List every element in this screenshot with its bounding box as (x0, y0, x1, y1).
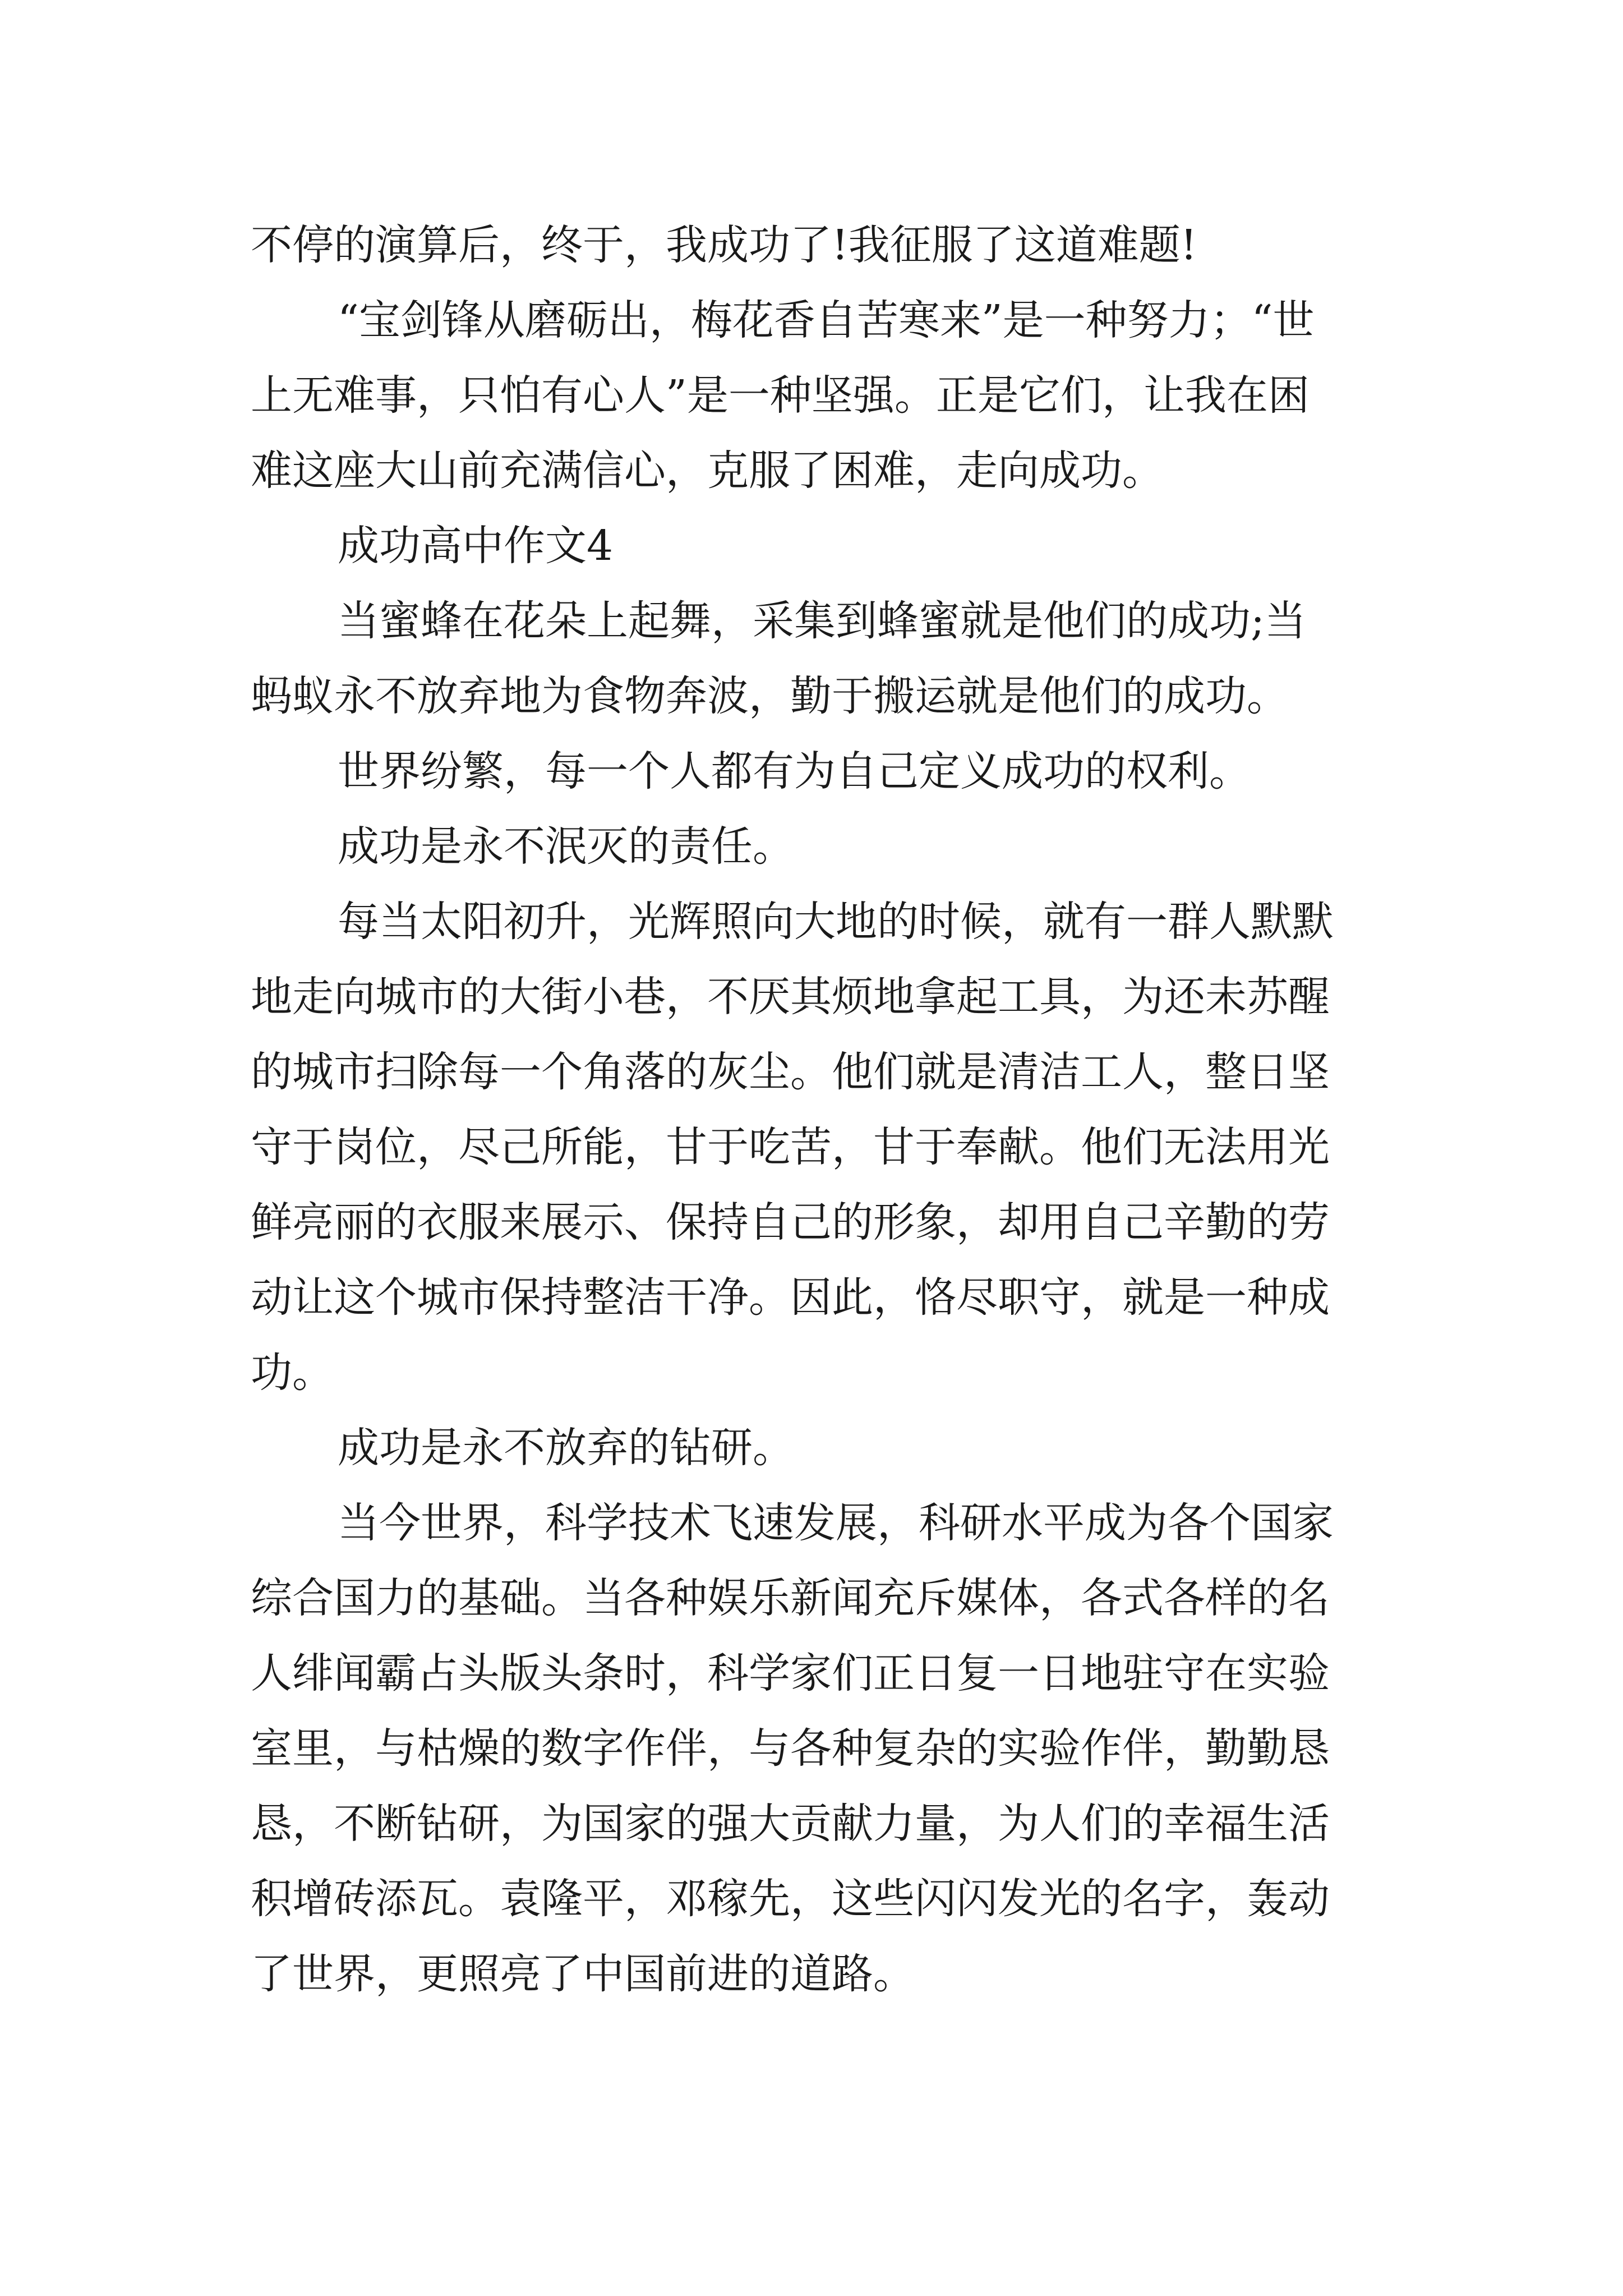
text-line: 功。 (251, 1349, 334, 1397)
text-line: 室里，与枯燥的数字作伴，与各种复杂的实验作伴，勤勤恳 (251, 1724, 1330, 1773)
text-line: “宝剑锋从磨砺出，梅花香自苦寒来”是一种努力；“世 (338, 296, 1315, 344)
text-line: 当蜜蜂在花朵上起舞，采集到蜂蜜就是他们的成功;当 (338, 597, 1306, 645)
text-line: 守于岗位，尽己所能，甘于吃苦，甘于奉献。他们无法用光 (251, 1123, 1330, 1171)
text-line: 了世界，更照亮了中国前进的道路。 (251, 1950, 915, 1998)
text-line: 不停的演算后，终于，我成功了!我征服了这道难题! (251, 221, 1197, 269)
text-line: 难这座大山前充满信心，克服了困难，走向成功。 (251, 447, 1164, 495)
text-line: 当今世界，科学技术飞速发展，科研水平成为各个国家 (338, 1499, 1334, 1547)
text-line: 综合国力的基础。当各种娱乐新闻充斥媒体，各式各样的名 (251, 1574, 1330, 1622)
text-line: 积增砖添瓦。袁隆平，邓稼先，这些闪闪发光的名字，轰动 (251, 1875, 1330, 1923)
essay-body (251, 208, 1406, 2012)
text-line: 动让这个城市保持整洁干净。因此，恪尽职守，就是一种成 (251, 1273, 1330, 1322)
text-line: 鲜亮丽的衣服来展示、保持自己的形象，却用自己辛勤的劳 (251, 1198, 1330, 1246)
text-line: 上无难事，只怕有心人”是一种坚强。正是它们，让我在困 (251, 371, 1310, 420)
text-line: 成功是永不放弃的钻研。 (338, 1424, 794, 1472)
text-line: 蚂蚁永不放弃地为食物奔波，勤于搬运就是他们的成功。 (251, 672, 1288, 720)
text-line: 地走向城市的大街小巷，不厌其烦地拿起工具，为还未苏醒 (251, 973, 1330, 1021)
text-line: 恳，不断钻研，为国家的强大贡献力量，为人们的幸福生活 (251, 1800, 1330, 1848)
text-line: 每当太阳初升，光辉照向大地的时候，就有一群人默默 (338, 898, 1334, 946)
text-line: 成功是永不泯灭的责任。 (338, 822, 794, 871)
section-heading: 成功高中作文4 (338, 522, 614, 570)
text-line: 人绯闻霸占头版头条时，科学家们正日复一日地驻守在实验 (251, 1649, 1330, 1697)
text-line: 世界纷繁，每一个人都有为自己定义成功的权利。 (338, 747, 1251, 795)
text-line: 的城市扫除每一个角落的灰尘。他们就是清洁工人，整日坚 (251, 1048, 1330, 1096)
